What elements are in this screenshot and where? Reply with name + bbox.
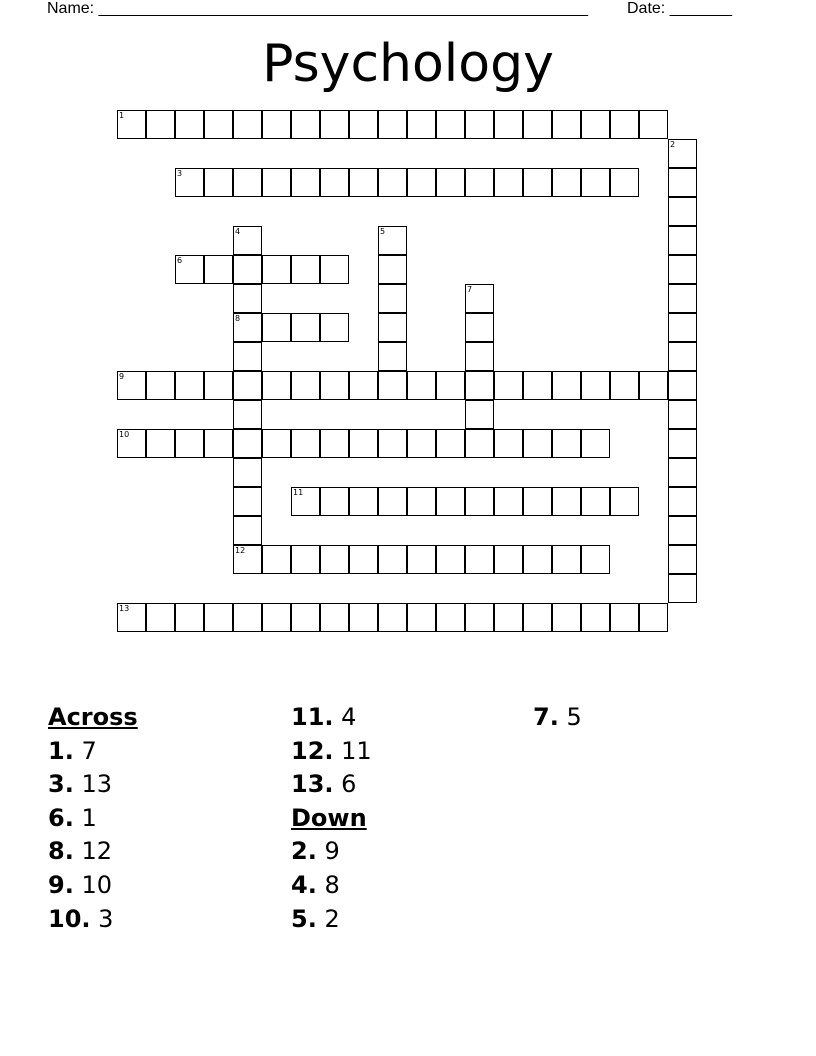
clue-number: 11. xyxy=(291,703,334,731)
grid-cell[interactable] xyxy=(436,168,465,197)
grid-cell[interactable] xyxy=(494,429,523,458)
name-label: Name: xyxy=(47,0,95,17)
grid-cell[interactable] xyxy=(378,603,407,632)
grid-cell[interactable] xyxy=(349,487,378,516)
grid-cell[interactable] xyxy=(465,110,494,139)
grid-cell[interactable] xyxy=(668,458,697,487)
grid-cell[interactable] xyxy=(436,429,465,458)
clue-number: 2. xyxy=(291,837,317,866)
name-blank[interactable]: _______________________________________________________ xyxy=(98,0,588,17)
grid-cell[interactable] xyxy=(668,168,697,197)
grid-cell[interactable] xyxy=(639,603,668,632)
grid-cell[interactable] xyxy=(262,110,291,139)
clue-across-10 xyxy=(48,902,138,936)
grid-cell[interactable] xyxy=(320,313,349,342)
grid-cell[interactable] xyxy=(552,168,581,197)
page-title: Psychology xyxy=(262,34,554,94)
grid-cell[interactable] xyxy=(552,487,581,516)
grid-cell[interactable] xyxy=(349,371,378,400)
clue-text: 4 xyxy=(341,703,357,731)
cell-number: 9 xyxy=(119,372,125,381)
grid-cell[interactable] xyxy=(233,487,262,516)
clue-text: 8 xyxy=(324,870,340,899)
grid-cell[interactable] xyxy=(320,429,349,458)
down-heading: Down xyxy=(291,803,367,832)
grid-cell[interactable] xyxy=(320,371,349,400)
grid-cell[interactable] xyxy=(320,487,349,516)
grid-cell[interactable] xyxy=(233,371,262,400)
grid-cell[interactable] xyxy=(668,400,697,429)
grid-cell[interactable] xyxy=(668,226,697,255)
grid-cell[interactable] xyxy=(523,603,552,632)
grid-cell[interactable] xyxy=(436,110,465,139)
grid-cell[interactable] xyxy=(494,545,523,574)
clue-text: 6 xyxy=(341,770,357,799)
grid-cell[interactable] xyxy=(407,110,436,139)
clue-across-13 xyxy=(291,767,372,801)
grid-cell[interactable] xyxy=(552,429,581,458)
grid-cell[interactable] xyxy=(262,255,291,284)
clue-text: 1 xyxy=(81,803,97,832)
grid-cell[interactable] xyxy=(639,371,668,400)
clue-text: 11 xyxy=(341,736,372,765)
grid-cell[interactable] xyxy=(291,313,320,342)
grid-cell[interactable] xyxy=(581,429,610,458)
cell-number: 5 xyxy=(380,227,386,236)
clue-number: 8. xyxy=(48,837,74,866)
grid-cell[interactable] xyxy=(349,168,378,197)
clue-across-12 xyxy=(291,734,372,768)
grid-cell[interactable] xyxy=(610,371,639,400)
grid-cell[interactable] xyxy=(320,603,349,632)
clue-down-2 xyxy=(291,834,372,868)
clue-text: 2 xyxy=(324,904,340,933)
grid-cell[interactable] xyxy=(233,342,262,371)
grid-cell[interactable] xyxy=(581,168,610,197)
grid-cell[interactable] xyxy=(581,110,610,139)
grid-cell[interactable] xyxy=(523,371,552,400)
clue-text: 13 xyxy=(81,770,113,799)
grid-cell[interactable] xyxy=(523,487,552,516)
clue-down-4 xyxy=(291,868,372,902)
grid-cell[interactable] xyxy=(349,545,378,574)
grid-cell[interactable] xyxy=(581,603,610,632)
grid-cell[interactable] xyxy=(494,487,523,516)
clue-number: 9. xyxy=(48,870,74,899)
grid-cell[interactable] xyxy=(494,110,523,139)
grid-cell[interactable] xyxy=(494,371,523,400)
clue-number: 5. xyxy=(291,904,317,933)
grid-cell[interactable] xyxy=(378,255,407,284)
grid-cell[interactable] xyxy=(262,429,291,458)
clue-across-9 xyxy=(48,868,138,902)
clue-across-1 xyxy=(48,734,138,768)
grid-cell[interactable] xyxy=(465,545,494,574)
clue-number: 10. xyxy=(48,904,91,933)
grid-cell[interactable] xyxy=(668,545,697,574)
grid-cell[interactable] xyxy=(465,487,494,516)
grid-cell[interactable] xyxy=(407,545,436,574)
grid-cell[interactable] xyxy=(552,545,581,574)
grid-cell[interactable] xyxy=(552,110,581,139)
cell-number: 11 xyxy=(293,488,304,497)
grid-cell[interactable] xyxy=(291,603,320,632)
grid-cell[interactable] xyxy=(378,487,407,516)
grid-cell[interactable] xyxy=(465,429,494,458)
grid-cell[interactable] xyxy=(668,342,697,371)
grid-cell[interactable] xyxy=(465,342,494,371)
grid-cell[interactable] xyxy=(378,342,407,371)
clue-number: 7. xyxy=(533,703,559,731)
grid-cell[interactable] xyxy=(668,371,697,400)
grid-cell[interactable] xyxy=(262,168,291,197)
grid-cell[interactable] xyxy=(204,168,233,197)
grid-cell[interactable] xyxy=(233,400,262,429)
grid-cell[interactable] xyxy=(610,168,639,197)
grid-cell[interactable] xyxy=(146,110,175,139)
date-label: Date: xyxy=(627,0,666,17)
grid-cell[interactable] xyxy=(349,429,378,458)
grid-cell[interactable] xyxy=(233,458,262,487)
grid-cell[interactable] xyxy=(175,110,204,139)
grid-cell[interactable] xyxy=(436,487,465,516)
grid-cell[interactable] xyxy=(175,603,204,632)
grid-cell[interactable] xyxy=(668,284,697,313)
grid-cell[interactable] xyxy=(146,371,175,400)
grid-cell[interactable] xyxy=(146,429,175,458)
grid-cell[interactable] xyxy=(349,110,378,139)
cell-number: 10 xyxy=(119,430,130,439)
grid-cell[interactable] xyxy=(581,545,610,574)
cell-number: 13 xyxy=(119,604,130,613)
clue-number: 13. xyxy=(291,770,334,799)
grid-cell[interactable] xyxy=(291,255,320,284)
grid-cell[interactable] xyxy=(465,400,494,429)
grid-cell[interactable] xyxy=(610,110,639,139)
across-heading: Across xyxy=(48,703,138,731)
grid-cell[interactable] xyxy=(320,545,349,574)
grid-cell[interactable] xyxy=(291,110,320,139)
grid-cell[interactable] xyxy=(378,371,407,400)
date-blank[interactable]: _______ xyxy=(669,0,732,17)
grid-cell[interactable] xyxy=(581,371,610,400)
grid-cell[interactable] xyxy=(233,255,262,284)
grid-cell[interactable] xyxy=(320,255,349,284)
grid-cell[interactable] xyxy=(465,168,494,197)
grid-cell[interactable] xyxy=(407,487,436,516)
grid-cell[interactable] xyxy=(146,603,175,632)
grid-cell[interactable] xyxy=(407,168,436,197)
grid-cell[interactable] xyxy=(233,284,262,313)
clue-column-2 xyxy=(291,700,372,935)
grid-cell[interactable] xyxy=(204,110,233,139)
grid-cell[interactable] xyxy=(436,371,465,400)
cell-number: 4 xyxy=(235,227,241,236)
cell-number: 3 xyxy=(177,169,183,178)
grid-cell[interactable] xyxy=(175,371,204,400)
clue-across-11 xyxy=(291,700,372,734)
clue-number: 1. xyxy=(48,736,74,765)
clue-text: 5 xyxy=(566,703,582,731)
cell-number: 6 xyxy=(177,256,183,265)
cell-number: 2 xyxy=(670,140,676,149)
grid-cell[interactable] xyxy=(523,110,552,139)
grid-cell[interactable] xyxy=(291,545,320,574)
grid-cell[interactable] xyxy=(581,487,610,516)
grid-cell[interactable] xyxy=(204,429,233,458)
clue-number: 3. xyxy=(48,770,74,799)
grid-cell[interactable] xyxy=(668,313,697,342)
grid-cell[interactable] xyxy=(668,429,697,458)
grid-cell[interactable] xyxy=(204,255,233,284)
grid-cell[interactable] xyxy=(233,168,262,197)
grid-cell[interactable] xyxy=(436,545,465,574)
clue-across-6 xyxy=(48,801,138,835)
clue-down-7 xyxy=(533,700,582,734)
grid-cell[interactable] xyxy=(378,545,407,574)
grid-cell[interactable] xyxy=(610,603,639,632)
grid-cell[interactable] xyxy=(552,371,581,400)
grid-cell[interactable] xyxy=(465,313,494,342)
grid-cell[interactable] xyxy=(378,110,407,139)
grid-cell[interactable] xyxy=(668,255,697,284)
grid-cell[interactable] xyxy=(465,371,494,400)
grid-cell[interactable] xyxy=(233,516,262,545)
clue-text: 12 xyxy=(81,837,113,866)
grid-cell[interactable] xyxy=(523,545,552,574)
grid-cell[interactable] xyxy=(291,429,320,458)
clue-text: 9 xyxy=(324,837,340,866)
grid-cell[interactable] xyxy=(668,516,697,545)
clue-text: 7 xyxy=(81,736,97,765)
grid-cell[interactable] xyxy=(378,313,407,342)
grid-cell[interactable] xyxy=(407,371,436,400)
clue-column-1 xyxy=(48,700,138,935)
grid-cell[interactable] xyxy=(668,487,697,516)
clue-number: 12. xyxy=(291,736,334,765)
grid-cell[interactable] xyxy=(262,603,291,632)
grid-cell[interactable] xyxy=(175,429,204,458)
grid-cell[interactable] xyxy=(262,313,291,342)
grid-cell[interactable] xyxy=(668,574,697,603)
grid-cell[interactable] xyxy=(291,371,320,400)
cell-number: 7 xyxy=(467,285,473,294)
grid-cell[interactable] xyxy=(610,487,639,516)
clue-down-5 xyxy=(291,902,372,936)
grid-cell[interactable] xyxy=(407,603,436,632)
grid-cell[interactable] xyxy=(639,110,668,139)
clue-across-8 xyxy=(48,834,138,868)
grid-cell[interactable] xyxy=(523,168,552,197)
clue-number: 4. xyxy=(291,870,317,899)
grid-cell[interactable] xyxy=(668,197,697,226)
cell-number: 1 xyxy=(119,111,125,120)
grid-cell[interactable] xyxy=(436,603,465,632)
grid-cell[interactable] xyxy=(262,545,291,574)
grid-cell[interactable] xyxy=(494,168,523,197)
grid-cell[interactable] xyxy=(320,168,349,197)
grid-cell[interactable] xyxy=(233,429,262,458)
grid-cell[interactable] xyxy=(465,603,494,632)
grid-cell[interactable] xyxy=(523,429,552,458)
grid-cell[interactable] xyxy=(204,603,233,632)
cell-number: 8 xyxy=(235,314,241,323)
grid-cell[interactable] xyxy=(494,603,523,632)
grid-cell[interactable] xyxy=(233,110,262,139)
clue-across-3 xyxy=(48,767,138,801)
grid-cell[interactable] xyxy=(378,168,407,197)
grid-cell[interactable] xyxy=(320,110,349,139)
grid-cell[interactable] xyxy=(407,429,436,458)
grid-cell[interactable] xyxy=(378,284,407,313)
clue-column-3 xyxy=(533,700,582,734)
grid-cell[interactable] xyxy=(233,603,262,632)
grid-cell[interactable] xyxy=(552,603,581,632)
grid-cell[interactable] xyxy=(262,371,291,400)
grid-cell[interactable] xyxy=(204,371,233,400)
grid-cell[interactable] xyxy=(291,168,320,197)
cell-number: 12 xyxy=(235,546,246,555)
clue-text: 3 xyxy=(98,904,114,933)
clue-number: 6. xyxy=(48,803,74,832)
grid-cell[interactable] xyxy=(378,429,407,458)
clue-text: 10 xyxy=(81,870,113,899)
grid-cell[interactable] xyxy=(349,603,378,632)
